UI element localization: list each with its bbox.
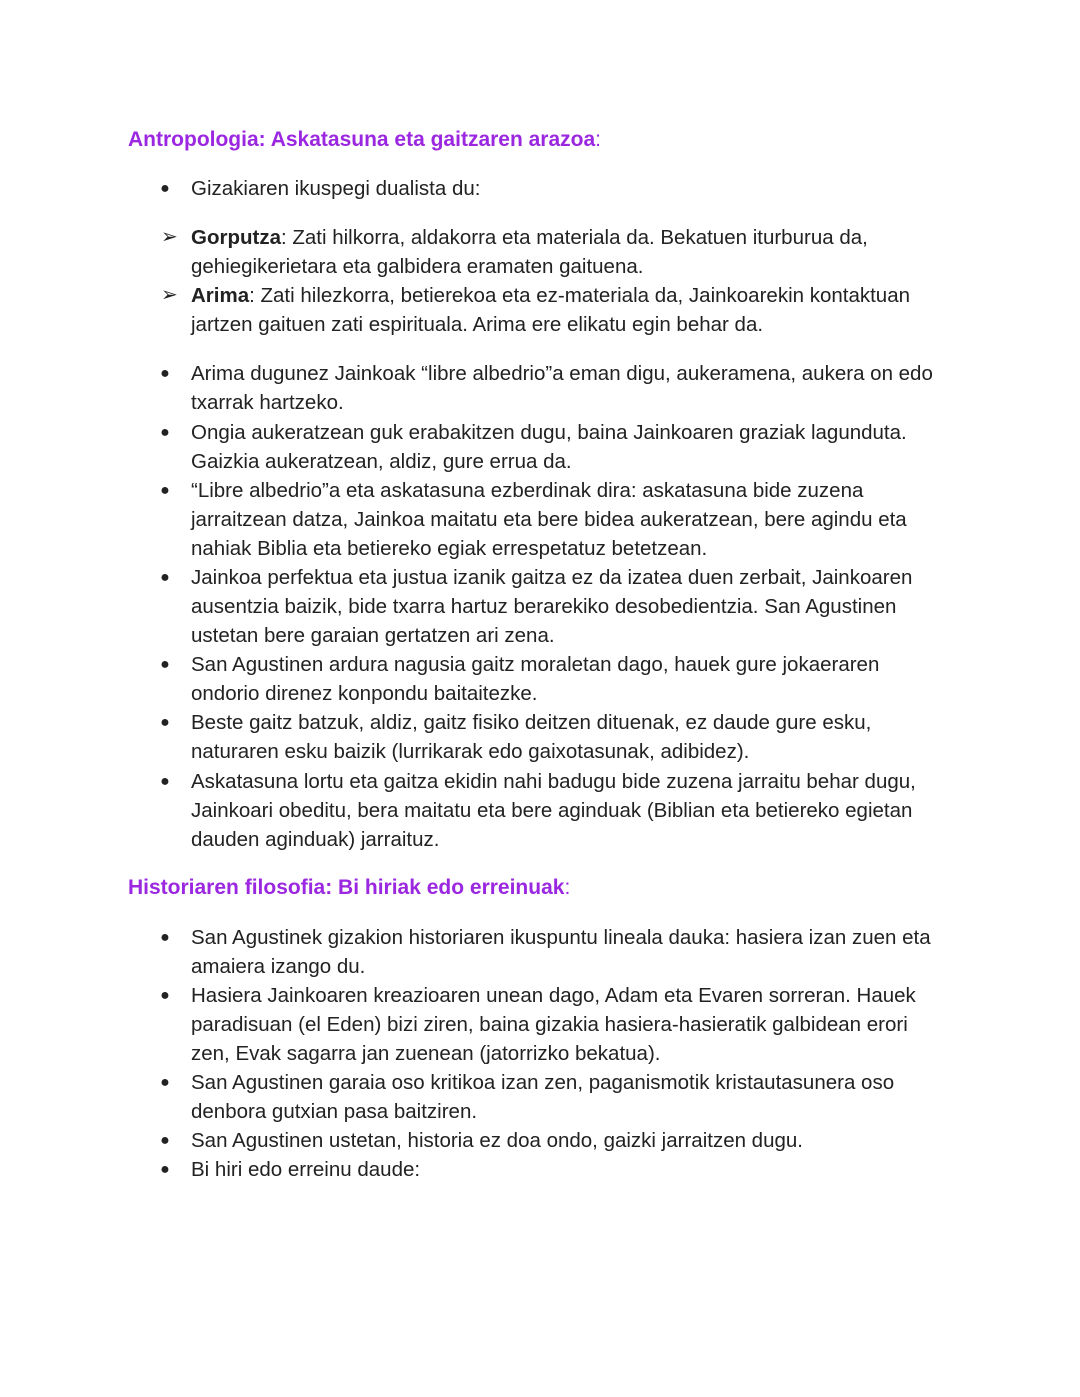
list-item	[160, 767, 951, 854]
list-item-text: San Agustinen ustetan, historia ez doa ondo, gaizki jarraitzen dugu.	[191, 1129, 803, 1152]
list-item-text: Bi hiri edo erreinu daude:	[191, 1158, 421, 1181]
list-item-text: Jainkoa perfektua eta justua izanik gaitza ez da izatea duen zerbait, Jainkoaren ausentzia baizik, bide txarra hartuz berarekiko desobedientzia. San Agustinen ustetan bere garaian gertatzen ari zena.	[191, 566, 913, 647]
list-item-text: San Agustinen ardura nagusia gaitz moraletan dago, hauek gure jokaeraren ondorio direnez konpondu baitaitezke.	[191, 653, 880, 705]
bullet-dot: ●	[160, 1161, 170, 1178]
definition-item-arima	[161, 281, 951, 339]
list-item-text: Arima dugunez Jainkoak “libre albedrio”a eman digu, aukeramena, aukera on edo txarrak hartzeko.	[191, 362, 933, 414]
list-item	[160, 174, 951, 203]
section-heading-historiaren-filosofia	[128, 873, 570, 902]
list-item-text: Gizakiaren ikuspegi dualista du:	[191, 177, 481, 200]
heading-colon: :	[595, 128, 602, 151]
section-heading-antropologia	[128, 125, 601, 154]
bullet-dot: ●	[160, 180, 170, 197]
list-item	[160, 1126, 951, 1155]
list-item	[160, 650, 951, 708]
bullet-dot: ●	[160, 1074, 170, 1091]
bullet-dot: ●	[160, 929, 170, 946]
definition-text: : Zati hilezkorra, betierekoa eta ez-materiala da, Jainkoarekin kontaktuan jartzen gaituen zati espirituala. Arima ere elikatu egin behar da.	[191, 284, 911, 336]
arrow-bullet-icon: ➢	[161, 284, 178, 306]
list-item	[160, 476, 951, 563]
list-item	[160, 708, 951, 766]
list-item	[160, 1155, 951, 1184]
list-item	[160, 563, 951, 650]
bullet-dot: ●	[160, 987, 170, 1004]
list-item	[160, 923, 951, 981]
list-item-text: Askatasuna lortu eta gaitza ekidin nahi badugu bide zuzena jarraitu behar dugu, Jainkoari obeditu, bera maitatu eta bere aginduak (Biblian eta betiereko egietan dauden aginduak) jarraituz.	[191, 770, 916, 851]
heading-text: Antropologia: Askatasuna eta gaitzaren arazoa	[128, 128, 596, 151]
list-item	[160, 359, 951, 417]
list-item	[160, 981, 951, 1068]
list-item-text: Beste gaitz batzuk, aldiz, gaitz fisiko deitzen dituenak, ez daude gure esku, naturaren esku baizik (lurrikarak edo gaixotasunak, adibidez).	[191, 711, 872, 763]
bullet-dot: ●	[160, 1132, 170, 1149]
list-item-text: San Agustinen garaia oso kritikoa izan zen, paganismotik kristautasunera oso denbora gutxian pasa baitziren.	[191, 1071, 895, 1123]
bullet-dot: ●	[160, 773, 170, 790]
bullet-dot: ●	[160, 656, 170, 673]
definition-item-gorputza	[161, 223, 951, 281]
list-item-text: San Agustinek gizakion historiaren ikuspuntu lineala dauka: hasiera izan zuen eta amaiera izango du.	[191, 926, 931, 978]
list-item	[160, 1068, 951, 1126]
heading-colon: :	[564, 876, 571, 899]
list-item-text: Ongia aukeratzean guk erabakitzen dugu, baina Jainkoaren graziak lagunduta. Gaizkia aukeratzean, aldiz, gure errua da.	[191, 421, 907, 473]
definition-text: : Zati hilkorra, aldakorra eta materiala da. Bekatuen iturburua da, gehiegikerietara eta galbidera eramaten gaituena.	[191, 226, 868, 278]
bullet-dot: ●	[160, 424, 170, 441]
list-item-text: “Libre albedrio”a eta askatasuna ezberdinak dira: askatasuna bide zuzena jarraitzean datza, Jainkoa maitatu eta bere bidea aukeratzean, bere agindu eta nahiak Biblia eta betiereko egiak errespetatuz betetzean.	[191, 479, 907, 560]
heading-text: Historiaren filosofia: Bi hiriak edo erreinuak	[128, 876, 565, 899]
definition-term: Arima	[191, 284, 250, 307]
list-item-text: Hasiera Jainkoaren kreazioaren unean dago, Adam eta Evaren sorreran. Hauek paradisuan (el Eden) bizi ziren, baina gizakia hasiera-hasieratik galbidean erori zen, Evak sagarra jan zuenean (jatorrizko bekatua).	[191, 984, 916, 1065]
arrow-bullet-icon: ➢	[161, 226, 178, 248]
definition-term: Gorputza	[191, 226, 281, 249]
list-item	[160, 418, 951, 476]
bullet-dot: ●	[160, 569, 170, 586]
bullet-dot: ●	[160, 482, 170, 499]
bullet-dot: ●	[160, 714, 170, 731]
bullet-dot: ●	[160, 365, 170, 382]
